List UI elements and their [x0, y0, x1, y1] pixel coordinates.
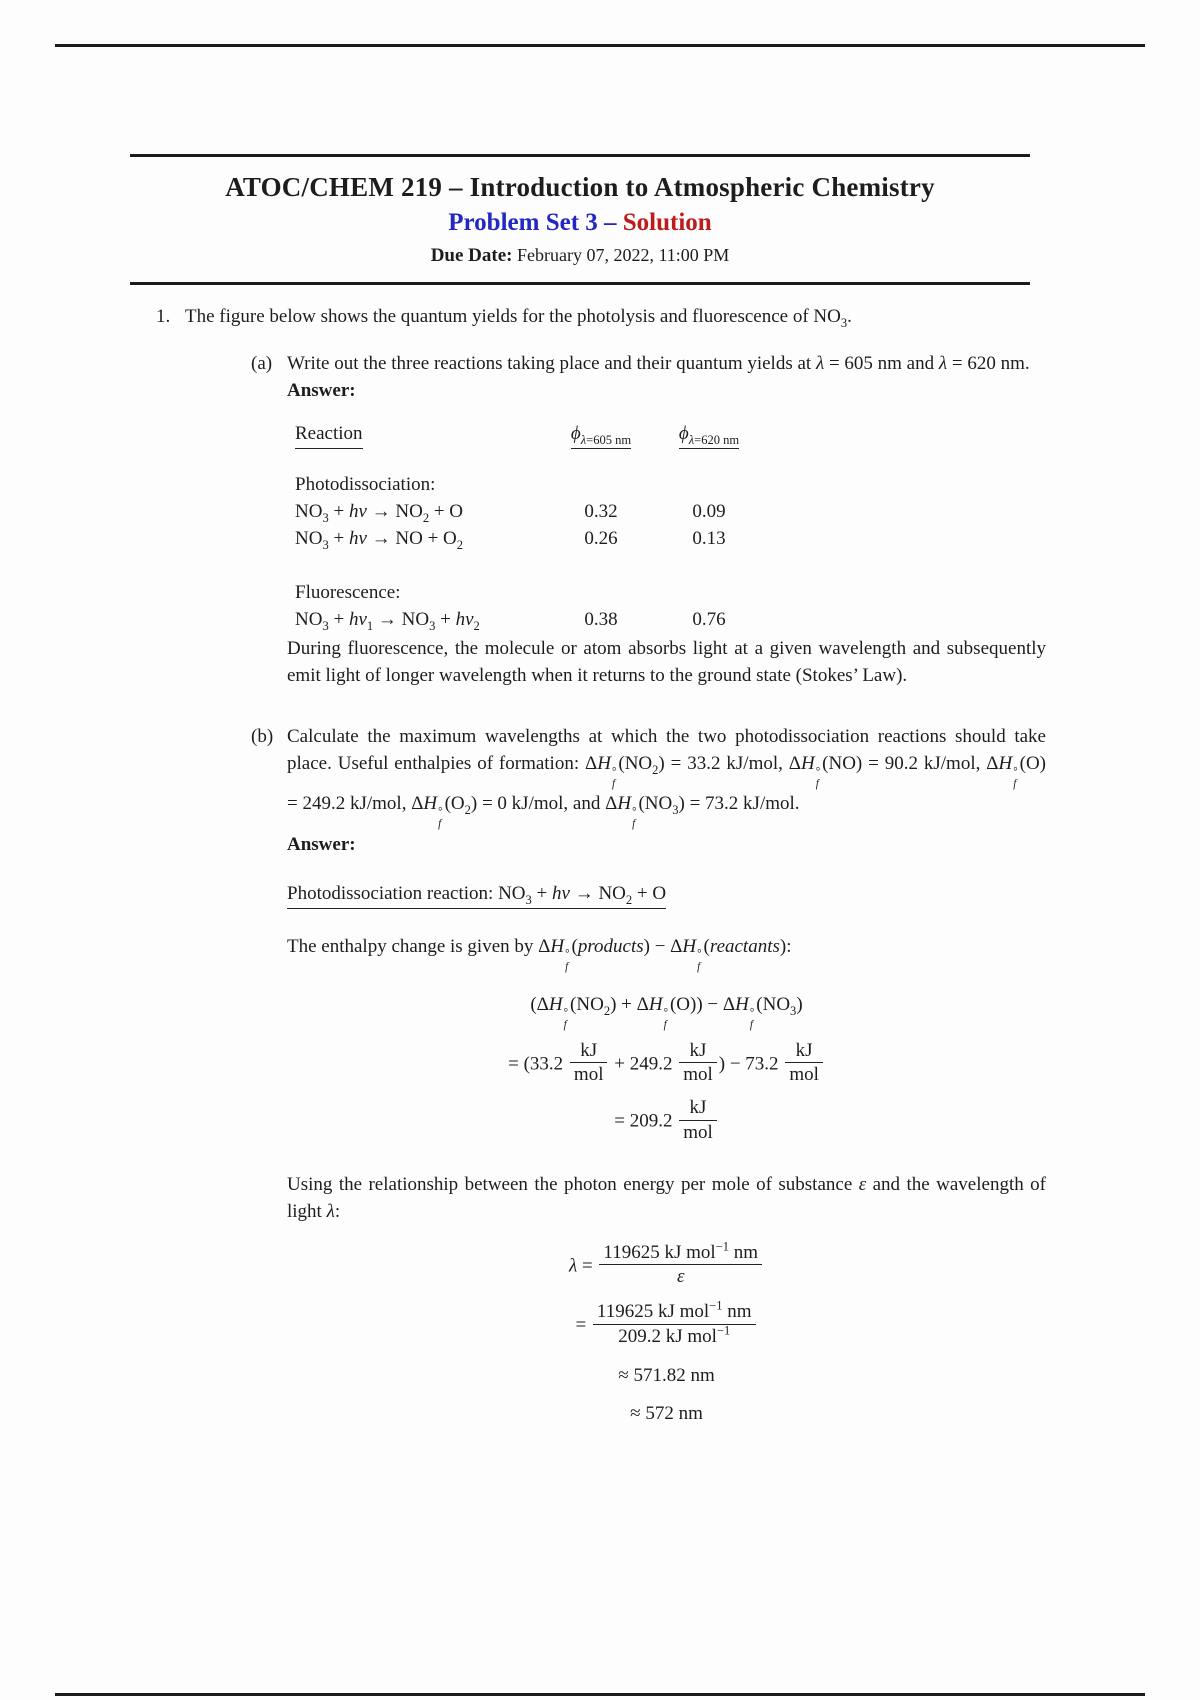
reaction-cell: $NO_3 + h\nu$ → NO + $O_2$ — [295, 528, 464, 552]
title-block-top-rule — [130, 154, 1030, 157]
column-header-reaction: Reaction — [295, 420, 547, 449]
wavelength-intro: Using the relationship between the photon energy per mole of substance ε and the wavelength of light λ: — [287, 1173, 1046, 1222]
enthalpy-eq-line-2: = (33.2 $\frac{kJ}{\text{mol}}$ + 249.2 $\frac{kJ}{\text{mol}}$ ) − 73.2 $\frac{kJ}{\text{mol}}$ — [287, 1041, 1046, 1090]
problem-set-label: Problem Set 3 – — [448, 209, 617, 236]
part-a-question: Write out the three reactions taking place and their quantum yields at λ = 605 nm and λ = 620 nm. — [287, 353, 1030, 374]
table-row — [295, 606, 1046, 633]
part-a-answer-label: Answer: — [287, 380, 356, 401]
problem-set-title — [130, 209, 1030, 237]
due-date-value: February 07, 2022, 11:00 PM — [512, 245, 730, 265]
enthalpy-eq-line-3: = 209.2 $\frac{kJ}{\text{mol}}$ — [287, 1098, 1046, 1147]
table-row — [295, 525, 1046, 552]
table-header-row — [295, 420, 1046, 449]
solution-label: Solution — [622, 209, 712, 236]
due-date-label: Due Date: — [430, 245, 513, 266]
reaction-cell: $NO_3 + h\nu \to NO_2 + O$ — [295, 501, 464, 525]
lambda-eq-line-3: ≈ 571.82 nm — [618, 1364, 715, 1386]
title-block — [130, 154, 1030, 285]
part-b-question: Calculate the maximum wavelengths at which the two photodissociation reactions should take place. Useful enthalpies of formation: ΔH ° f $(NO_2) = 33.2$ kJ/mol, ΔH ° f (NO) = 90.2 kJ/mol, ΔH ° f (O) = 249.2 kJ/mol, ΔH ° f $(O_2) = 0$ kJ/mol, and ΔH ° f $(NO_3) = 73.2$ kJ/mol. — [287, 726, 1047, 831]
part-b-body — [287, 723, 1046, 1438]
part-a — [251, 350, 1046, 689]
yield-605-cell: 0.38 — [584, 609, 618, 630]
fluorescence-note: During fluorescence, the molecule or atom absorbs light at a given wavelength and subsequently emit light of longer wavelength when it returns to the ground state (Stokes’ Law). — [287, 638, 1046, 686]
yield-620-cell: 0.13 — [692, 528, 726, 549]
due-date — [130, 245, 1030, 267]
reaction-cell: $NO_3 + h\nu_1 \to NO_3 + h\nu_2$ — [295, 609, 480, 633]
course-title: ATOC/CHEM 219 – Introduction to Atmospheric Chemistry — [225, 172, 935, 202]
lambda-eq-line-2: = $\frac{119625 kJ mol^{-1} nm}{209.2 kJ mol^{-1}}$ — [287, 1302, 1046, 1351]
part-b-answer-label: Answer: — [287, 833, 356, 855]
quantum-yield-table — [295, 420, 1046, 633]
part-a-body — [287, 350, 1046, 689]
problem-intro: The figure below shows the quantum yields for the photolysis and fluorescence of $NO_3$. — [185, 306, 852, 330]
part-a-label: (a) — [251, 353, 273, 374]
bottom-rule — [55, 1693, 1145, 1696]
table-row — [295, 498, 1046, 525]
enthalpy-equation-block — [287, 991, 1046, 1146]
top-rule — [55, 44, 1145, 47]
yield-620-cell: 0.09 — [692, 501, 726, 522]
wavelength-equation-block — [287, 1239, 1046, 1427]
photodissociation-group-label: Photodissociation: — [295, 474, 436, 495]
enthalpy-eq-line-1: (ΔH ° f $(NO_2) + \Delta H$ ° f (O)) − ΔH ° f $(NO_3)$ — [530, 994, 803, 1032]
problem-1 — [130, 303, 1046, 1438]
title-block-bottom-rule — [130, 282, 1030, 285]
problem-number: 1. — [156, 306, 171, 327]
yield-605-cell: 0.26 — [584, 528, 618, 549]
part-b-label: (b) — [251, 726, 274, 747]
reaction-heading: Photodissociation reaction: $NO_3 + h\nu \to NO_2 + O$ — [287, 880, 1046, 909]
column-header-phi-620: $\phi_{\lambda=620 nm}$ — [655, 420, 763, 449]
fluorescence-group-label: Fluorescence: — [295, 582, 401, 603]
enthalpy-intro: The enthalpy change is given by ΔH ° f (products) − ΔH ° f (reactants): — [287, 935, 792, 973]
column-header-phi-605: $\phi_{\lambda=605 nm}$ — [547, 420, 655, 449]
yield-605-cell: 0.32 — [584, 501, 618, 522]
lambda-eq-line-1: λ = $\frac{119625 kJ mol^{-1} nm}{\varepsilon}$ — [287, 1243, 1046, 1292]
part-b — [251, 723, 1046, 1438]
lambda-eq-line-4: ≈ 572 nm — [630, 1402, 703, 1424]
solution-content — [130, 303, 1046, 1438]
yield-620-cell: 0.76 — [692, 609, 726, 630]
